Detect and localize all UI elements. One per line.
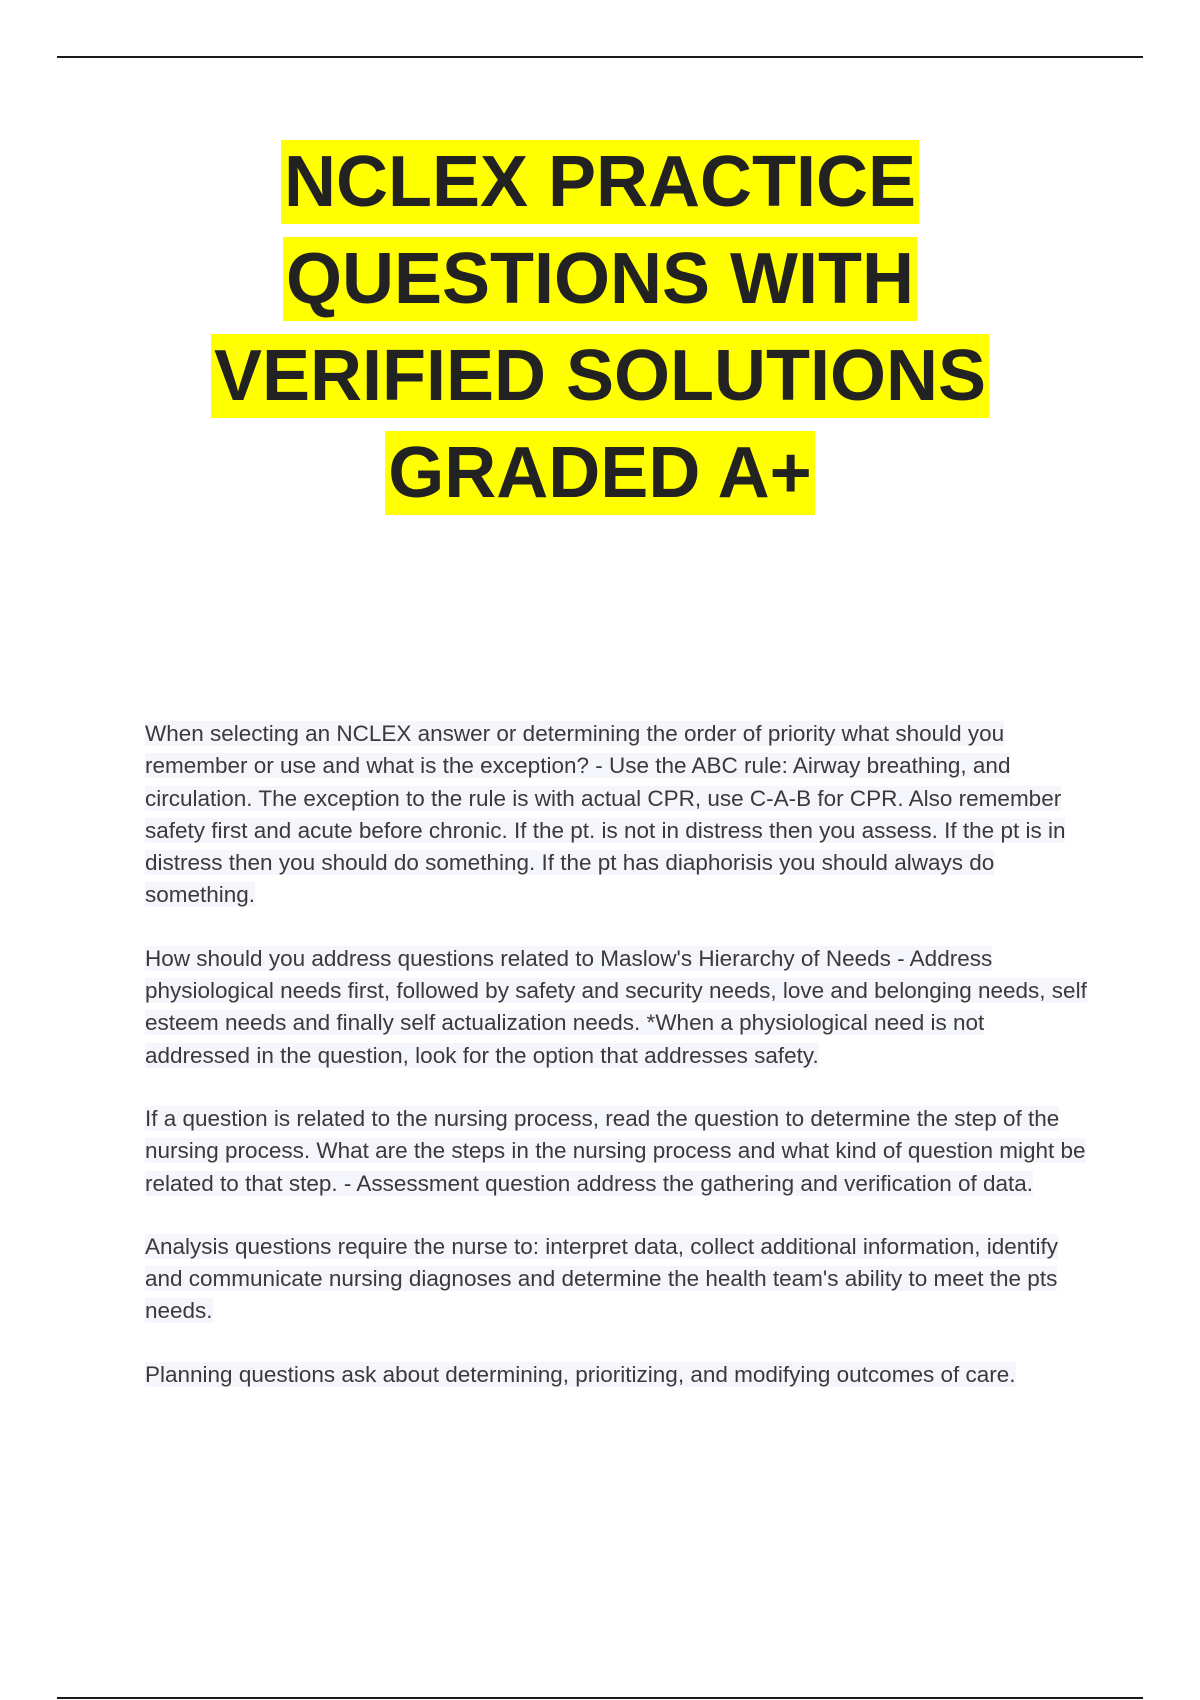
qa-paragraph-3: If a question is related to the nursing process, read the question to determine the step of the nursing process. What are the steps in the nursing process and what kind of question might be related to that step. - Assessment question address the gathering and verification of data. <box>145 1105 1086 1196</box>
title-line-2: QUESTIONS WITH <box>0 237 1200 334</box>
qa-paragraph-2: How should you address questions related to Maslow's Hierarchy of Needs - Address physiological needs first, followed by safety and security needs, love and belonging needs, self esteem needs and finally self actualization needs. *When a physiological need is not addressed in the question, look for the option that addresses safety. <box>145 945 1087 1068</box>
qa-paragraph-5: Planning questions ask about determining, prioritizing, and modifying outcomes of care. <box>145 1361 1016 1387</box>
title-line-4: GRADED A+ <box>0 431 1200 528</box>
document-title <box>0 140 1200 528</box>
qa-paragraph-4: Analysis questions require the nurse to: interpret data, collect additional information, identify and communicate nursing diagnoses and determine the health team's ability to meet the pts needs. <box>145 1233 1059 1324</box>
bottom-rule <box>57 1697 1143 1699</box>
title-line-3: VERIFIED SOLUTIONS <box>0 334 1200 431</box>
question-answer-list <box>145 718 1095 1422</box>
top-rule <box>57 56 1143 58</box>
title-line-1: NCLEX PRACTICE <box>0 140 1200 237</box>
qa-paragraph-1: When selecting an NCLEX answer or determining the order of priority what should you remember or use and what is the exception? - Use the ABC rule: Airway breathing, and circulation. The exception to the rule is with actual CPR, use C-A-B for CPR. Also remember safety first and acute before chronic. If the pt. is not in distress then you assess. If the pt is in distress then you should do something. If the pt has diaphorisis you should always do something. <box>145 721 1066 908</box>
